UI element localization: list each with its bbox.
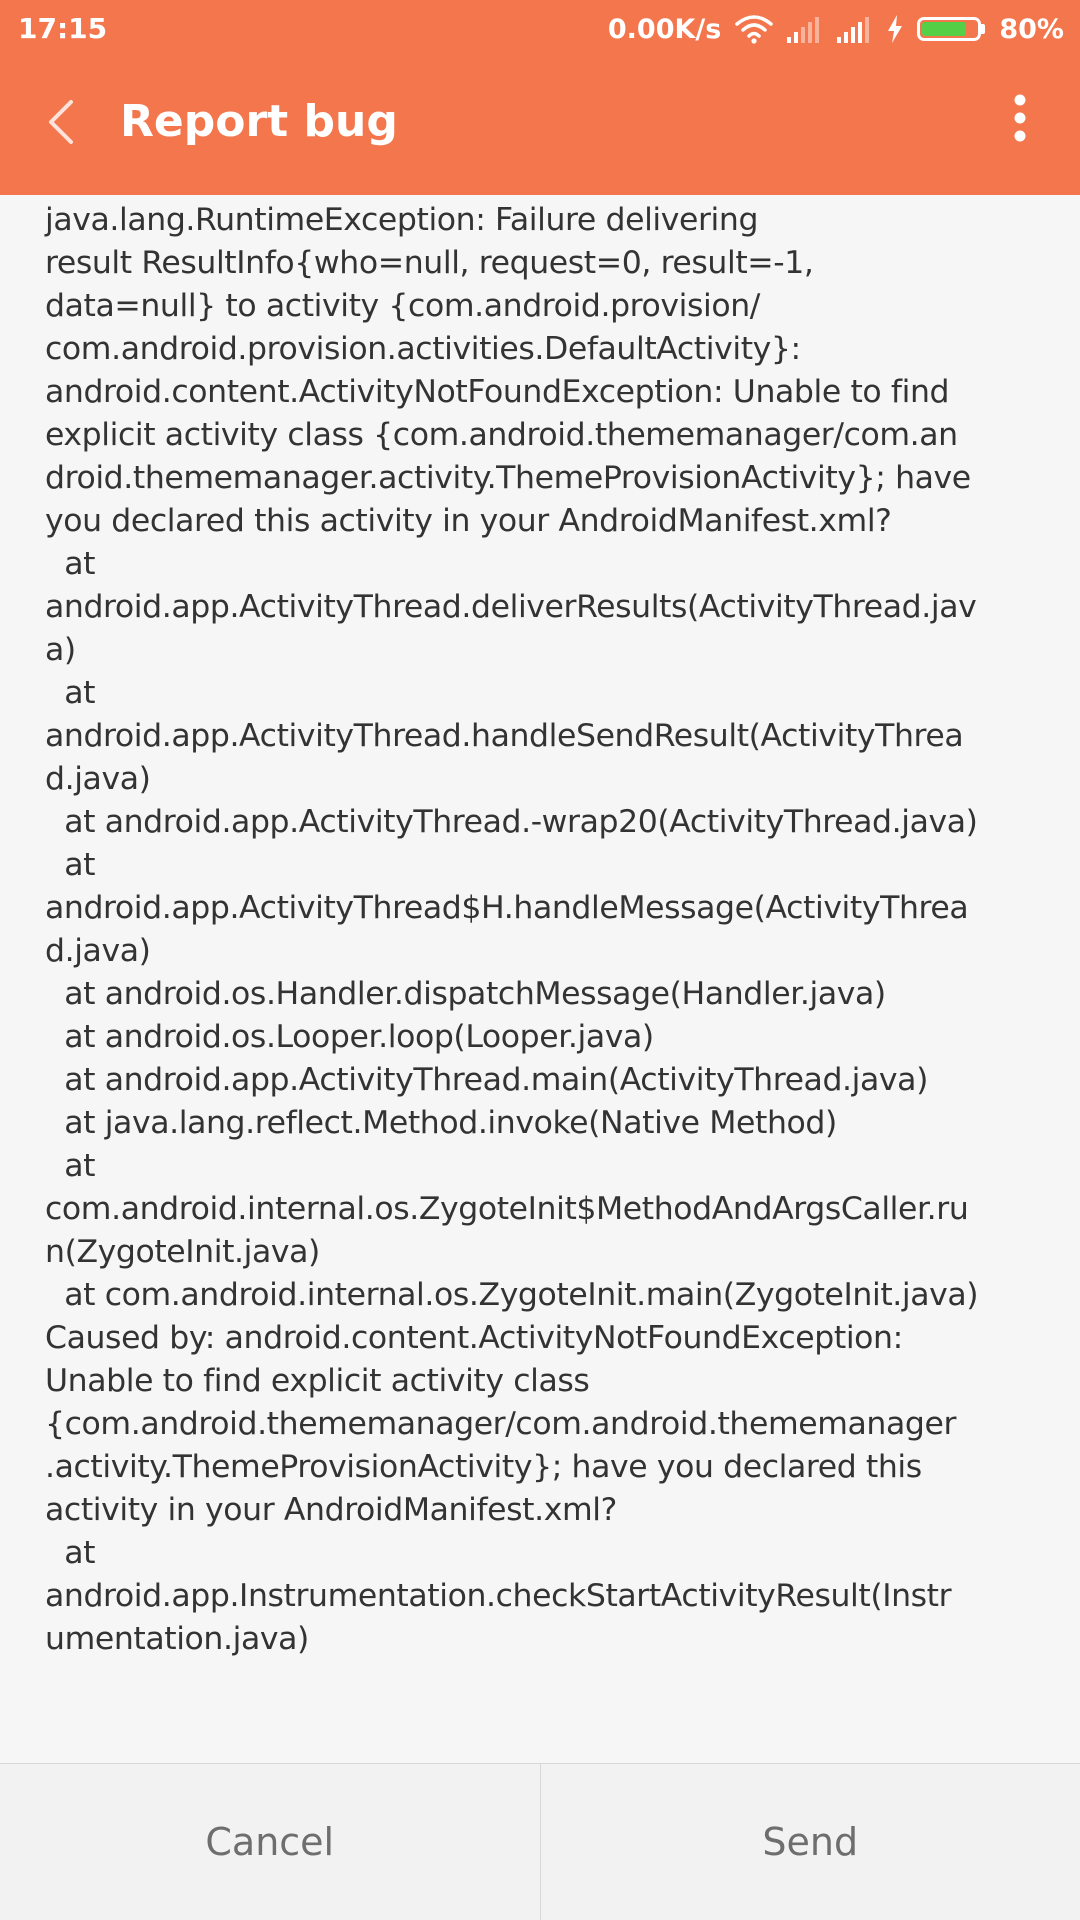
- signal-1-icon: [787, 15, 823, 43]
- network-speed: 0.00K/s: [607, 13, 722, 45]
- signal-2-icon: [837, 15, 873, 43]
- app-bar: [0, 58, 1080, 195]
- battery-level-fill: [922, 22, 965, 36]
- back-button[interactable]: [30, 92, 90, 152]
- battery-icon: [917, 17, 985, 41]
- more-options-button[interactable]: [990, 88, 1050, 148]
- page-title: Report bug: [120, 96, 398, 147]
- status-bar: [0, 0, 1080, 58]
- action-bar: [0, 1763, 1080, 1920]
- status-indicators: [608, 10, 1064, 48]
- wifi-icon: [735, 14, 773, 44]
- bug-report-log[interactable]: [0, 195, 1080, 1763]
- back-chevron-icon: [45, 98, 75, 146]
- battery-percent: 80%: [999, 13, 1064, 45]
- status-time: 17:15: [18, 12, 108, 45]
- charging-icon: [887, 15, 903, 43]
- send-button[interactable]: Send: [762, 1820, 859, 1864]
- stack-trace-text: java.lang.RuntimeException: Failure delivering result ResultInfo{who=null, request=0, result=-1, data=null} to activity {com.android.provision/ com.android.provision.activities.DefaultActivity}: android.content.ActivityNotFoundException: Unable to find explicit activity class {com.android.thememanager/com.an droid.thememanager.activity.ThemeProvisionActivity}; have you declared this activity in your AndroidManifest.xml? at android.app.ActivityThread.deliverResults(ActivityThread.jav a) at android.app.ActivityThread.handleSendResult(ActivityThrea d.java) at android.app.ActivityThread.-wrap20(ActivityThread.java) at android.app.ActivityThread$H.handleMessage(ActivityThrea d.java) at android.os.Handler.dispatchMessage(Handler.java) at android.os.Looper.loop(Looper.java) at android.app.ActivityThread.main(ActivityThread.java) at java.lang.reflect.Method.invoke(Native Method) at com.android.internal.os.ZygoteInit$MethodAndArgsCaller.ru n(ZygoteInit.java) at com.android.internal.os.ZygoteInit.main(ZygoteInit.java) Caused by: android.content.ActivityNotFoundException: Unable to find explicit activity class {com.android.thememanager/com.android.thememanager .activity.ThemeProvisionActivity}; have you declared this activity in your AndroidManifest.xml? at android.app.Instrumentation.checkStartActivityResult(Instr umentation.java): [45, 202, 979, 1657]
- cancel-button[interactable]: Cancel: [205, 1820, 335, 1864]
- more-vert-icon: [1013, 94, 1027, 142]
